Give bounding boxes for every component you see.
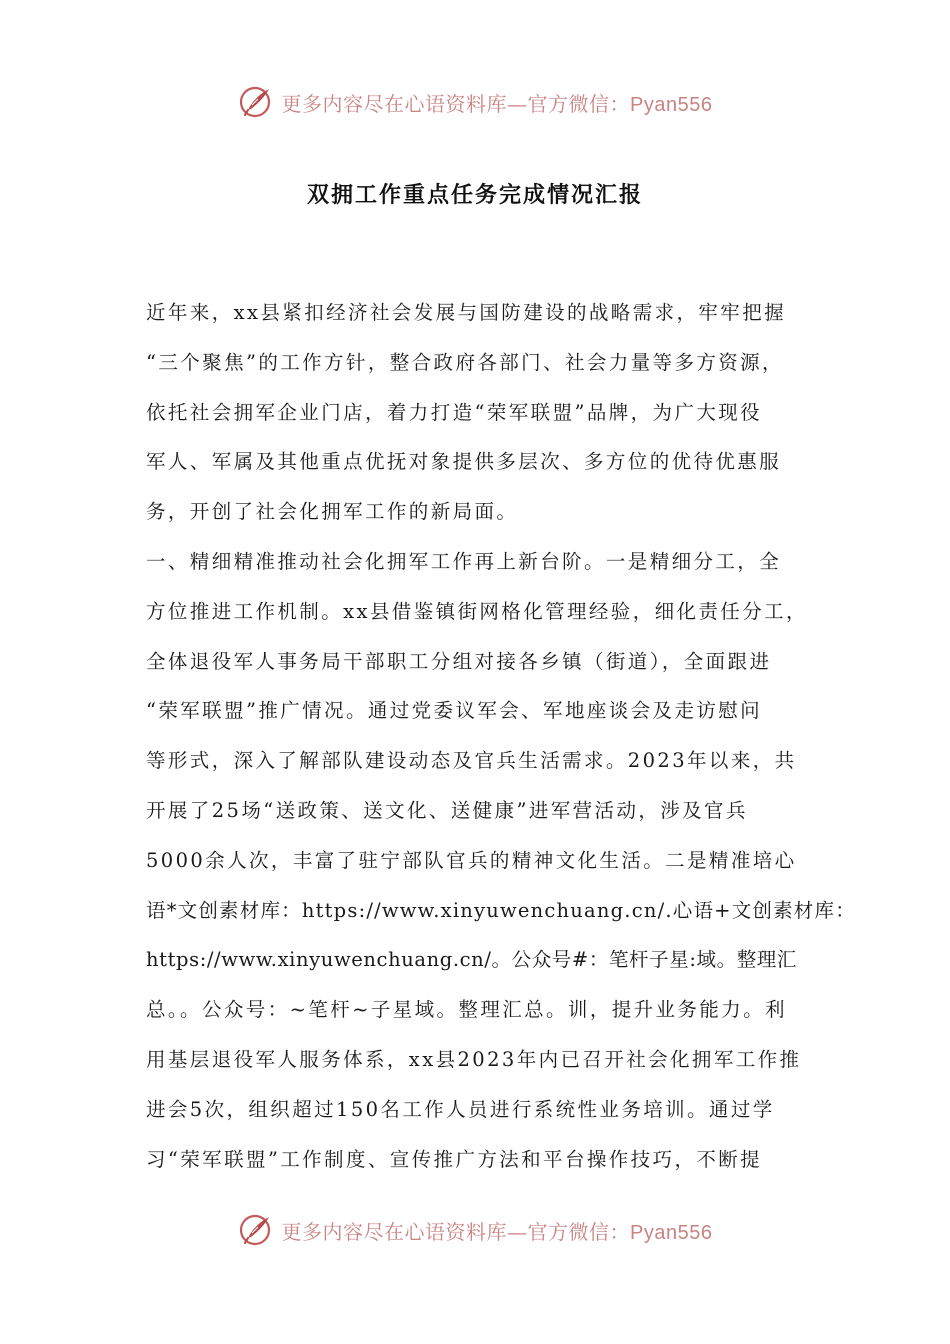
body-line: 军人、军属及其他重点优抚对象提供多层次、多方位的优待优惠服 <box>146 450 782 474</box>
watermark-text <box>282 88 713 117</box>
watermark-wechat-id: Pyan556 <box>630 1221 713 1244</box>
quill-pen-logo-icon <box>238 84 274 120</box>
bottom-watermark-banner <box>0 1208 950 1252</box>
body-line: 近年来，xx县紧扣经济社会发展与国防建设的战略需求，牢牢把握 <box>146 301 786 324</box>
body-line: 等形式，深入了解部队建设动态及官兵生活需求。2023年以来，共 <box>146 749 797 773</box>
watermark-wechat-id: Pyan556 <box>630 93 713 116</box>
top-watermark-banner <box>0 80 950 124</box>
watermark-brand: 更多内容尽在心语资料库—官方微信： <box>281 91 631 116</box>
body-line: https://www.xinyuwenchuang.cn/。公众号#：笔杆子星:域。整理汇 <box>146 948 798 972</box>
body-line: 进会5次，组织超过150名工作人员进行系统性业务培训。通过学 <box>146 1097 775 1121</box>
body-line: 用基层退役军人服务体系，xx县2023年内已召开社会化拥军工作推 <box>146 1047 802 1071</box>
document-title: 双拥工作重点任务完成情况汇报 <box>306 182 643 208</box>
body-line: 全体退役军人事务局干部职工分组对接各乡镇（街道），全面跟进 <box>146 649 772 673</box>
quill-pen-logo-icon <box>238 1212 274 1248</box>
body-line: 务，开创了社会化拥军工作的新局面。 <box>146 500 519 524</box>
body-line: “荣军联盟”推广情况。通过党委议军会、军地座谈会及走访慰问 <box>146 699 763 723</box>
body-line: 语*文创素材库：https://www.xinyuwenchuang.cn/.心语+文创素材库： <box>146 898 856 922</box>
body-line: 依托社会拥军企业门店，着力打造“荣军联盟”品牌，为广大现役 <box>146 400 763 424</box>
body-line: 总。。公众号：~笔杆~子星域。整理汇总。训，提升业务能力。利 <box>146 998 787 1022</box>
document-body <box>146 288 856 1184</box>
body-line: “三个聚焦”的工作方针，整合政府各部门、社会力量等多方资源， <box>146 350 784 374</box>
body-line: 开展了25场“送政策、送文化、送健康”进军营活动，涉及官兵 <box>146 798 748 822</box>
watermark-text <box>282 1216 713 1245</box>
body-line: 5000余人次，丰富了驻宁部队官兵的精神文化生活。二是精准培心 <box>146 848 797 872</box>
watermark-brand: 更多内容尽在心语资料库—官方微信： <box>281 1219 631 1244</box>
body-line: 方位推进工作机制。xx县借鉴镇街网格化管理经验，细化责任分工， <box>146 599 808 623</box>
body-line: 一、精细精准推动社会化拥军工作再上新台阶。一是精细分工，全 <box>146 549 782 573</box>
body-line: 习“荣军联盟”工作制度、宣传推广方法和平台操作技巧，不断提 <box>146 1147 763 1171</box>
